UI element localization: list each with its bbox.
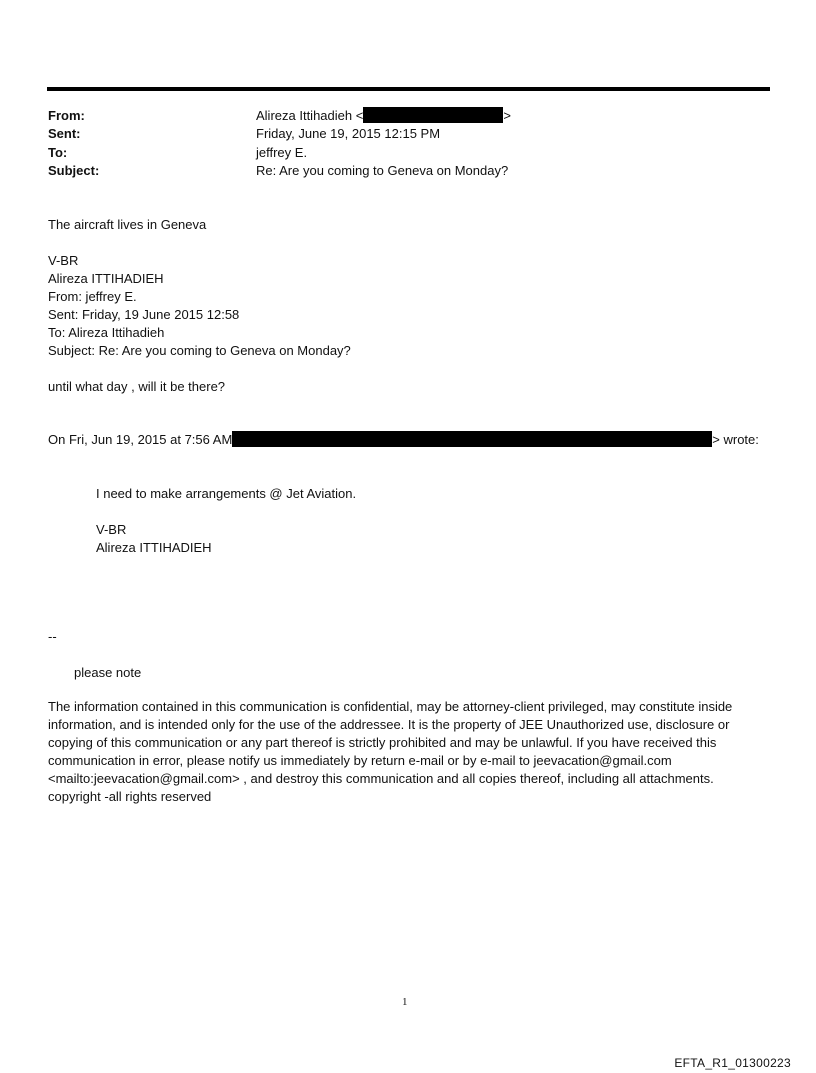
header-rule: [47, 87, 770, 91]
arrangements-line: I need to make arrangements @ Jet Aviation.: [96, 486, 357, 501]
quoted-from: From: jeffrey E.: [48, 289, 137, 304]
to-label: To:: [48, 145, 68, 160]
sent-label: Sent:: [48, 126, 81, 141]
signature-name: Alireza ITTIHADIEH: [48, 271, 164, 286]
sent-value: Friday, June 19, 2015 12:15 PM: [256, 126, 441, 141]
quoted-to: To: Alireza Ittihadieh: [48, 325, 165, 340]
document-id: EFTA_R1_01300223: [674, 1056, 791, 1070]
disclaimer-paragraph: The information contained in this communication is confidential, may be attorney-client privileged, may constitute inside information, and is intended only for the use of the addressee. It is the property of JEE Unauthorized use, disclosure or copying of this communication or any part thereof is strictly prohibited and may be unlawful. If you have received this communication in error, please notify us immediately by return e-mail or by e-mail to jeevacation@gmail.com <mailto:jeevacation@gmail.com> , and destroy this communication and all copies thereof, including all attachments. copyright -all rights reserved: [48, 699, 733, 804]
body-line: The aircraft lives in Geneva: [48, 217, 207, 232]
signature-initials: V-BR: [48, 253, 79, 268]
separator-dashes: --: [48, 629, 57, 644]
from-label: From:: [48, 108, 85, 123]
from-name: Alireza Ittihadieh <: [256, 108, 364, 123]
on-date-line: [48, 431, 759, 449]
signature-initials: V-BR: [96, 522, 127, 537]
signature-name: Alireza ITTIHADIEH: [96, 540, 212, 555]
redaction-block: [232, 431, 712, 447]
question-line: until what day , will it be there?: [48, 379, 226, 394]
redaction-block: [363, 107, 503, 123]
subject-label: Subject:: [48, 163, 100, 178]
page-number: 1: [402, 996, 408, 1008]
please-note: please note: [74, 665, 142, 680]
quoted-sent: Sent: Friday, 19 June 2015 12:58: [48, 307, 240, 322]
on-date-text: On Fri, Jun 19, 2015 at 7:56 AM: [48, 432, 233, 447]
from-value: [256, 107, 511, 125]
from-close: >: [503, 108, 511, 123]
wrote-text: > wrote:: [712, 432, 759, 447]
to-value: jeffrey E.: [256, 145, 308, 160]
quoted-subject: Subject: Re: Are you coming to Geneva on Monday?: [48, 343, 351, 358]
subject-value: Re: Are you coming to Geneva on Monday?: [256, 163, 509, 178]
